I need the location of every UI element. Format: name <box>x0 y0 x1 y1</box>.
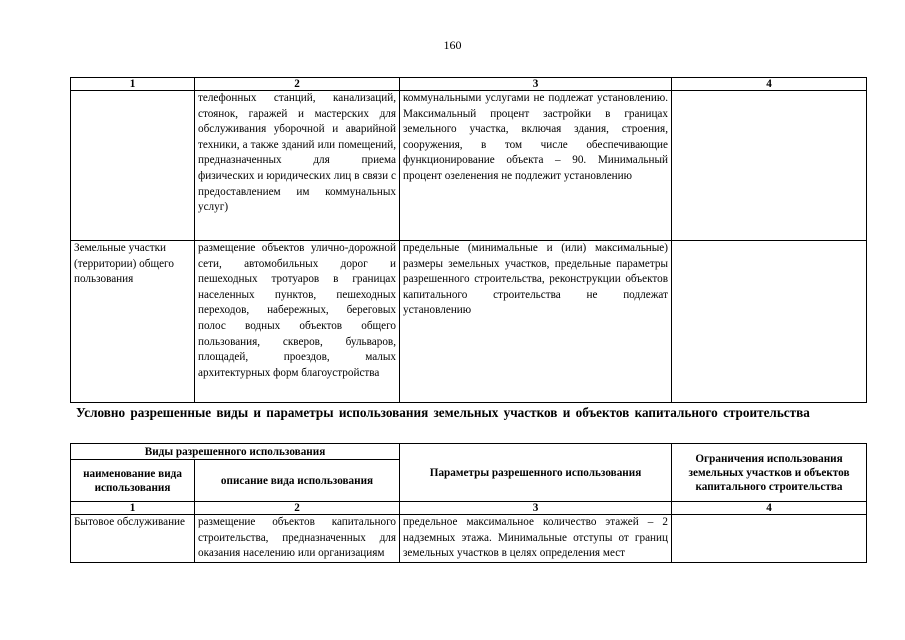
use-name-cell: Земельные участки (территории) общего пользования <box>71 241 195 403</box>
column-number: 4 <box>672 502 867 515</box>
restrictions-cell <box>672 91 867 241</box>
table-row <box>71 515 867 563</box>
section-heading: Условно разрешенные виды и параметры использования земельных участков и объектов капитального строительства <box>76 405 810 420</box>
column-number: 2 <box>195 502 400 515</box>
column-number-row <box>71 502 867 515</box>
group-header: Виды разрешенного использования <box>71 444 400 460</box>
column-number: 4 <box>672 78 867 91</box>
table-row <box>71 241 867 403</box>
use-name-cell: Бытовое обслуживание <box>71 515 195 563</box>
parameters-cell: коммунальными услугами не подлежат установлению. Максимальный процент застройки в границах земельного участка, включая здания, строения, сооружения, в том числе обеспечивающие функционирование объекта – 90. Минимальный процент озеленения не подлежит установлению <box>400 91 672 241</box>
table-row <box>71 91 867 241</box>
column-number: 3 <box>400 78 672 91</box>
use-description-cell: телефонных станций, канализаций, стоянок, гаражей и мастерских для обслуживания уборочной и аварийной техники, а также зданий или помещений, предназначенных для приема физических и юридических лиц в связи с предоставлением им коммунальных услуг) <box>195 91 400 241</box>
description-column-header: описание вида использования <box>195 460 400 502</box>
permitted-use-table-continued <box>70 77 867 403</box>
restrictions-cell <box>672 515 867 563</box>
column-number-row <box>71 78 867 91</box>
params-header: Параметры разрешенного использования <box>400 444 672 502</box>
header-row <box>71 444 867 460</box>
name-column-header: наименование вида использования <box>71 460 195 502</box>
column-number: 1 <box>71 502 195 515</box>
restrictions-cell <box>672 241 867 403</box>
page-number: 160 <box>443 38 462 52</box>
parameters-cell: предельные (минимальные и (или) максимальные) размеры земельных участков, предельные параметры разрешенного строительства, реконструкции объектов капитального строительства не подлежат установлению <box>400 241 672 403</box>
parameters-cell: предельное максимальное количество этажей – 2 надземных этажа. Минимальные отступы от границ земельных участков в целях определения мест <box>400 515 672 563</box>
conditional-use-table <box>70 443 867 563</box>
use-name-cell <box>71 91 195 241</box>
column-number: 3 <box>400 502 672 515</box>
use-description-cell: размещение объектов капитального строительства, предназначенных для оказания населению или организациям <box>195 515 400 563</box>
use-description-cell: размещение объектов улично-дорожной сети, автомобильных дорог и пешеходных тротуаров в границах населенных пунктов, пешеходных переходов, набережных, береговых полос водных объектов общего пользования, скверов, бульваров, площадей, проездов, малых архитектурных форм благоустройства <box>195 241 400 403</box>
column-number: 2 <box>195 78 400 91</box>
column-number: 1 <box>71 78 195 91</box>
restrictions-header: Ограничения использования земельных участков и объектов капитального строительства <box>672 444 867 502</box>
